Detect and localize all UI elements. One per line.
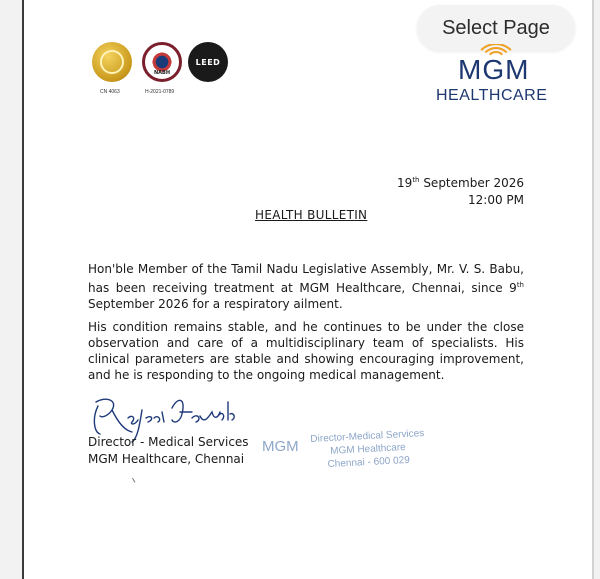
gold-accreditation-seal-icon	[92, 42, 132, 82]
badge-code-1: CN 4063	[100, 89, 120, 95]
badge-code-2: H-2021-0789	[145, 89, 175, 95]
bulletin-paragraph-2: His condition remains stable, and he continues to be under the close observation and care of a multidisciplinary team of specialists. His clinical parameters are stable and showing encouraging improvement, and he is responding to the ongoing medical management.	[88, 320, 524, 382]
bulletin-date: 19th September 2026	[397, 176, 524, 190]
stamp-logo: MGM	[262, 438, 299, 455]
nabh-seal-icon	[142, 42, 182, 82]
stamp-line-3: Chennai - 600 029	[327, 454, 411, 471]
bulletin-heading: HEALTH BULLETIN	[255, 208, 368, 222]
nabh-label: NABH	[153, 70, 171, 76]
leed-label: LEED	[195, 57, 221, 67]
bulletin-date-time	[397, 172, 524, 209]
logo-mark: MGM	[458, 54, 530, 85]
select-page-button[interactable]: Select Page	[417, 5, 575, 51]
page-right-edge	[592, 0, 594, 579]
bulletin-paragraph-1: Hon'ble Member of the Tamil Nadu Legislative Assembly, Mr. V. S. Babu, has been receiving treatment at MGM Healthcare, Chennai, since 9th September 2026 for a respiratory ailment.	[88, 262, 524, 311]
stamp-line-1: Director-Medical Services	[310, 428, 425, 445]
bulletin-time: 12:00 PM	[468, 193, 524, 207]
signatory-title: Director - Medical Services	[88, 435, 249, 449]
signatory-block	[88, 434, 249, 468]
logo-name: HEALTHCARE	[436, 87, 548, 104]
leed-seal-icon	[188, 42, 228, 82]
signatory-organization: MGM Healthcare, Chennai	[88, 452, 245, 466]
stamp-line-2: MGM Healthcare	[329, 442, 407, 457]
